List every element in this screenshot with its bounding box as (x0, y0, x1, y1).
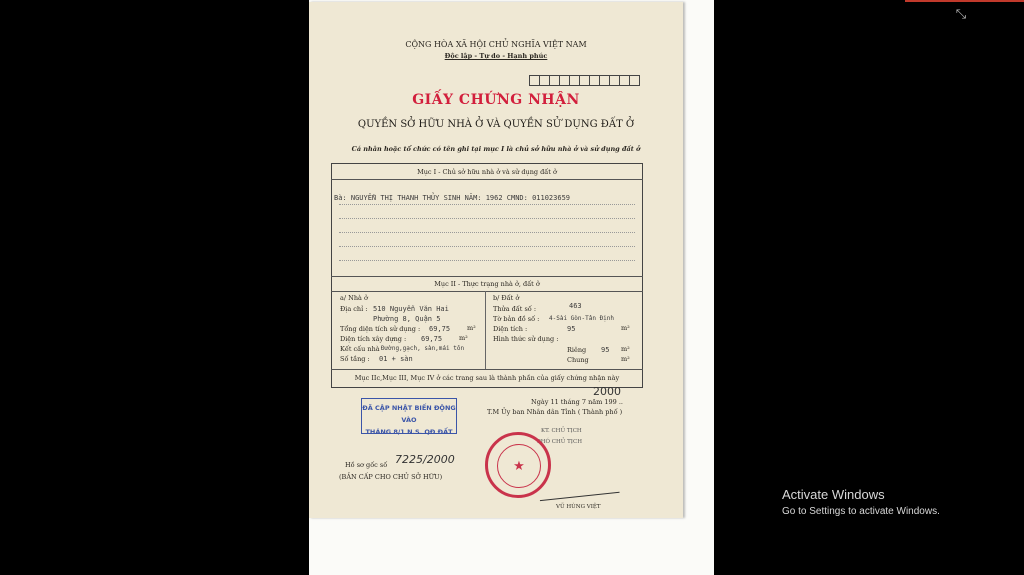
dotted-line (339, 260, 635, 261)
shared-label: Chung (567, 356, 589, 364)
usage-label: Hình thức sử dụng : (493, 335, 559, 343)
divider (331, 369, 643, 370)
address-value-2: Phường 8, Quận 5 (373, 315, 441, 323)
republic-heading: CỘNG HÒA XÃ HỘI CHỦ NGHĨA VIỆT NAM (405, 40, 587, 49)
build-area-unit: m² (459, 334, 468, 342)
land-area-unit: m² (621, 324, 630, 332)
shared-unit: m² (621, 355, 630, 363)
signature-stroke (538, 478, 619, 501)
map-label: Tờ bản đồ số : (493, 315, 540, 323)
seal-inner-ring (497, 444, 541, 488)
signer-title-1: KT. CHỦ TỊCH (541, 428, 582, 434)
private-label: Riêng (567, 346, 587, 354)
address-value: 510 Nguyễn Văn Hai (373, 305, 449, 313)
signer-name: VŨ HÙNG VIỆT (556, 504, 601, 510)
structure-label: Kết cấu nhà (340, 345, 380, 353)
land-area-label: Diện tích : (493, 325, 528, 333)
certificate-title: GIẤY CHỨNG NHẬN (412, 92, 580, 108)
issuer-line: T.M Ủy ban Nhân dân Tỉnh ( Thành phố ) (487, 408, 623, 416)
owner-line: Bà: NGUYỄN THỊ THANH THỦY SINH NĂM: 1962 CMND: 011023659 (334, 194, 571, 202)
private-value: 95 (601, 346, 610, 354)
copy-note: (BẢN CẤP CHO CHỦ SỞ HỮU) (339, 473, 443, 481)
update-stamp (361, 398, 457, 434)
total-area-value: 69,75 (429, 325, 451, 333)
floors-label: Số tầng : (340, 355, 370, 363)
land-label: b/ Đất ở (493, 294, 520, 302)
divider (331, 179, 643, 180)
record-number: 7225/2000 (395, 453, 455, 466)
date-line: Ngày 11 tháng 7 năm 199 .. (531, 398, 623, 406)
star-icon: ★ (513, 459, 525, 474)
build-area-value: 69,75 (421, 335, 443, 343)
house-label: a/ Nhà ở (340, 294, 368, 302)
dotted-line (339, 232, 635, 233)
dotted-line (339, 204, 635, 205)
total-area-unit: m² (467, 324, 476, 332)
certificate-subtitle: QUYỀN SỞ HỮU NHÀ Ở VÀ QUYỀN SỬ DỤNG ĐẤT Ở (357, 119, 635, 130)
year-handwritten: 2000 (593, 385, 621, 398)
stamp-line-1: ĐÃ CẬP NHẬT BIẾN ĐỘNG VÀO (362, 404, 456, 424)
intro-text: Cá nhân hoặc tổ chức có tên ghi tại mục I là chủ sở hữu nhà ở và sử dụng đất ở (351, 145, 641, 153)
private-unit: m² (621, 345, 630, 353)
certificate-document (309, 2, 683, 518)
address-label: Địa chỉ : (340, 305, 368, 313)
structure-value: Đường,gạch, sàn,mái tôn (381, 345, 465, 352)
record-label: Hồ sơ gốc số (345, 461, 388, 469)
build-area-label: Diện tích xây dựng : (340, 335, 407, 343)
activate-windows-subtitle: Go to Settings to activate Windows. (782, 506, 940, 517)
footer-note: Mục IIc,Mục III, Mục IV ở các trang sau là thành phần của giấy chứng nhận này (354, 374, 620, 382)
parcel-label: Thửa đất số : (493, 305, 537, 313)
dotted-line (339, 218, 635, 219)
section1-heading: Mục I - Chủ sở hữu nhà ở và sử dụng đất ở (417, 168, 557, 176)
divider (331, 276, 643, 277)
parcel-value: 463 (569, 302, 582, 310)
exit-fullscreen-icon[interactable]: ⤡ (955, 7, 967, 22)
land-area-value: 95 (567, 325, 576, 333)
motto: Độc lập - Tự do - Hạnh phúc (444, 52, 548, 60)
map-value: 4-Sài Gòn-Tân Định (549, 315, 615, 322)
floors-value: 01 + sàn (379, 355, 413, 363)
divider (331, 291, 643, 292)
serial-number-boxes (530, 75, 640, 86)
signer-title-2: PHÓ CHỦ TỊCH (537, 439, 582, 445)
viewer-progress-bar (905, 0, 1024, 2)
dotted-line (339, 246, 635, 247)
activate-windows-title: Activate Windows (782, 487, 885, 502)
total-area-label: Tổng diện tích sử dụng : (340, 325, 421, 333)
stamp-line-2: THÁNG 8/1 N.S. QĐ ĐẤT (365, 428, 453, 436)
column-divider (485, 291, 486, 369)
section2-heading: Mục II - Thực trạng nhà ở, đất ở (434, 280, 540, 288)
